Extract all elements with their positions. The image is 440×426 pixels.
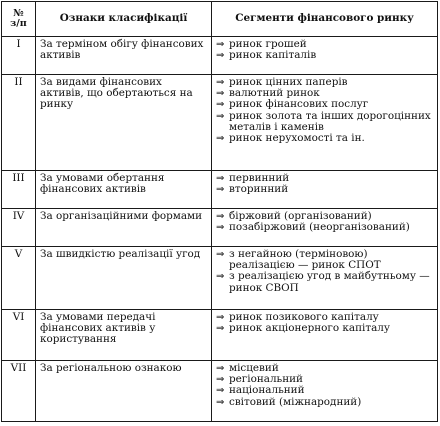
row-number: V	[2, 247, 36, 310]
segment-text: світовий (міжнародний)	[229, 395, 362, 408]
segment-text: місцевий	[229, 362, 279, 374]
market-segments	[212, 37, 438, 75]
double-arrow-right-icon: ⇒	[216, 173, 225, 184]
table-row	[2, 310, 438, 361]
header-row	[2, 2, 438, 37]
double-arrow-right-icon: ⇒	[216, 363, 225, 374]
financial-market-classification-table	[1, 1, 438, 422]
header-market-segments	[212, 2, 438, 37]
double-arrow-right-icon: ⇒	[216, 99, 225, 111]
classification-sign: За видами фінансових активів, що обертаються на ринку	[36, 75, 212, 171]
double-arrow-right-icon: ⇒	[216, 39, 225, 50]
header-classification-sign	[36, 2, 212, 37]
segment-item	[216, 222, 433, 233]
classification-sign: За організаційними формами	[36, 209, 212, 247]
segment-item	[216, 99, 433, 110]
segment-text: з реалізацією угод в майбутньому — ринок СВОП	[229, 270, 430, 294]
segment-item	[216, 111, 433, 133]
double-arrow-right-icon: ⇒	[216, 385, 225, 397]
segment-item	[216, 323, 433, 334]
segment-item	[216, 184, 433, 195]
double-arrow-right-icon: ⇒	[216, 271, 225, 283]
table-body	[2, 37, 438, 422]
header-classification-sign-label: Ознаки класифікації	[59, 12, 188, 25]
row-number: II	[2, 75, 36, 171]
segment-text: ринок фінансових послуг	[229, 98, 369, 111]
double-arrow-right-icon: ⇒	[216, 312, 225, 323]
table-row	[2, 37, 438, 75]
table-row	[2, 209, 438, 247]
row-number: I	[2, 37, 36, 75]
header-number	[2, 2, 36, 37]
table-row	[2, 361, 438, 422]
segment-text: валютний ринок	[229, 87, 320, 100]
market-segments	[212, 247, 438, 310]
row-number: III	[2, 171, 36, 209]
segment-text: з негайною (терміновою) реалізацією — ринок СПОТ	[229, 248, 381, 272]
table-header	[2, 2, 438, 37]
market-segments	[212, 171, 438, 209]
segment-item	[216, 249, 433, 271]
double-arrow-right-icon: ⇒	[216, 211, 225, 222]
double-arrow-right-icon: ⇒	[216, 374, 225, 386]
market-segments	[212, 310, 438, 361]
classification-sign: За швидкістю реалізації угод	[36, 247, 212, 310]
double-arrow-right-icon: ⇒	[216, 133, 225, 145]
segment-text: ринок нерухомості та ін.	[229, 132, 365, 145]
market-segments	[212, 209, 438, 247]
double-arrow-right-icon: ⇒	[216, 88, 225, 100]
row-number: IV	[2, 209, 36, 247]
segment-text: вторинний	[229, 183, 289, 196]
segment-text: ринок золота та інших дорогоцінних металів і каменів	[229, 109, 431, 133]
segment-item	[216, 271, 433, 293]
row-number: VI	[2, 310, 36, 361]
double-arrow-right-icon: ⇒	[216, 323, 225, 335]
table-row	[2, 171, 438, 209]
market-segments	[212, 75, 438, 171]
segment-text: біржовий (організований)	[229, 210, 372, 222]
double-arrow-right-icon: ⇒	[216, 249, 225, 260]
segment-text: ринок цінних паперів	[229, 76, 348, 88]
classification-sign: За умовами передачі фінансових активів у користування	[36, 310, 212, 361]
segment-text: національний	[229, 384, 305, 397]
double-arrow-right-icon: ⇒	[216, 222, 225, 234]
classification-sign: За регіональною ознакою	[36, 361, 212, 422]
double-arrow-right-icon: ⇒	[216, 50, 225, 62]
segment-text: первинний	[229, 172, 290, 184]
classification-sign: За терміном обігу фінансових активів	[36, 37, 212, 75]
double-arrow-right-icon: ⇒	[216, 184, 225, 196]
segment-item	[216, 397, 433, 408]
table-row	[2, 247, 438, 310]
classification-sign: За умовами обертання фінансових активів	[36, 171, 212, 209]
segment-text: ринок акціонерного капіталу	[229, 322, 391, 335]
market-segments	[212, 361, 438, 422]
segment-text: ринок грошей	[229, 38, 307, 50]
segment-text: ринок капіталів	[229, 49, 317, 62]
table-row	[2, 75, 438, 171]
row-number: VII	[2, 361, 36, 422]
double-arrow-right-icon: ⇒	[216, 77, 225, 88]
segment-text: регіональний	[229, 373, 303, 386]
header-market-segments-label: Сегменти фінансового ринку	[235, 12, 414, 25]
segment-text: позабіржовий (неорганізований)	[229, 221, 410, 234]
segment-text: ринок позикового капіталу	[229, 311, 379, 323]
segment-item	[216, 385, 433, 396]
header-number-label: № з/п	[10, 8, 27, 29]
double-arrow-right-icon: ⇒	[216, 396, 225, 408]
segment-item	[216, 133, 433, 144]
segment-item	[216, 50, 433, 61]
double-arrow-right-icon: ⇒	[216, 110, 225, 122]
